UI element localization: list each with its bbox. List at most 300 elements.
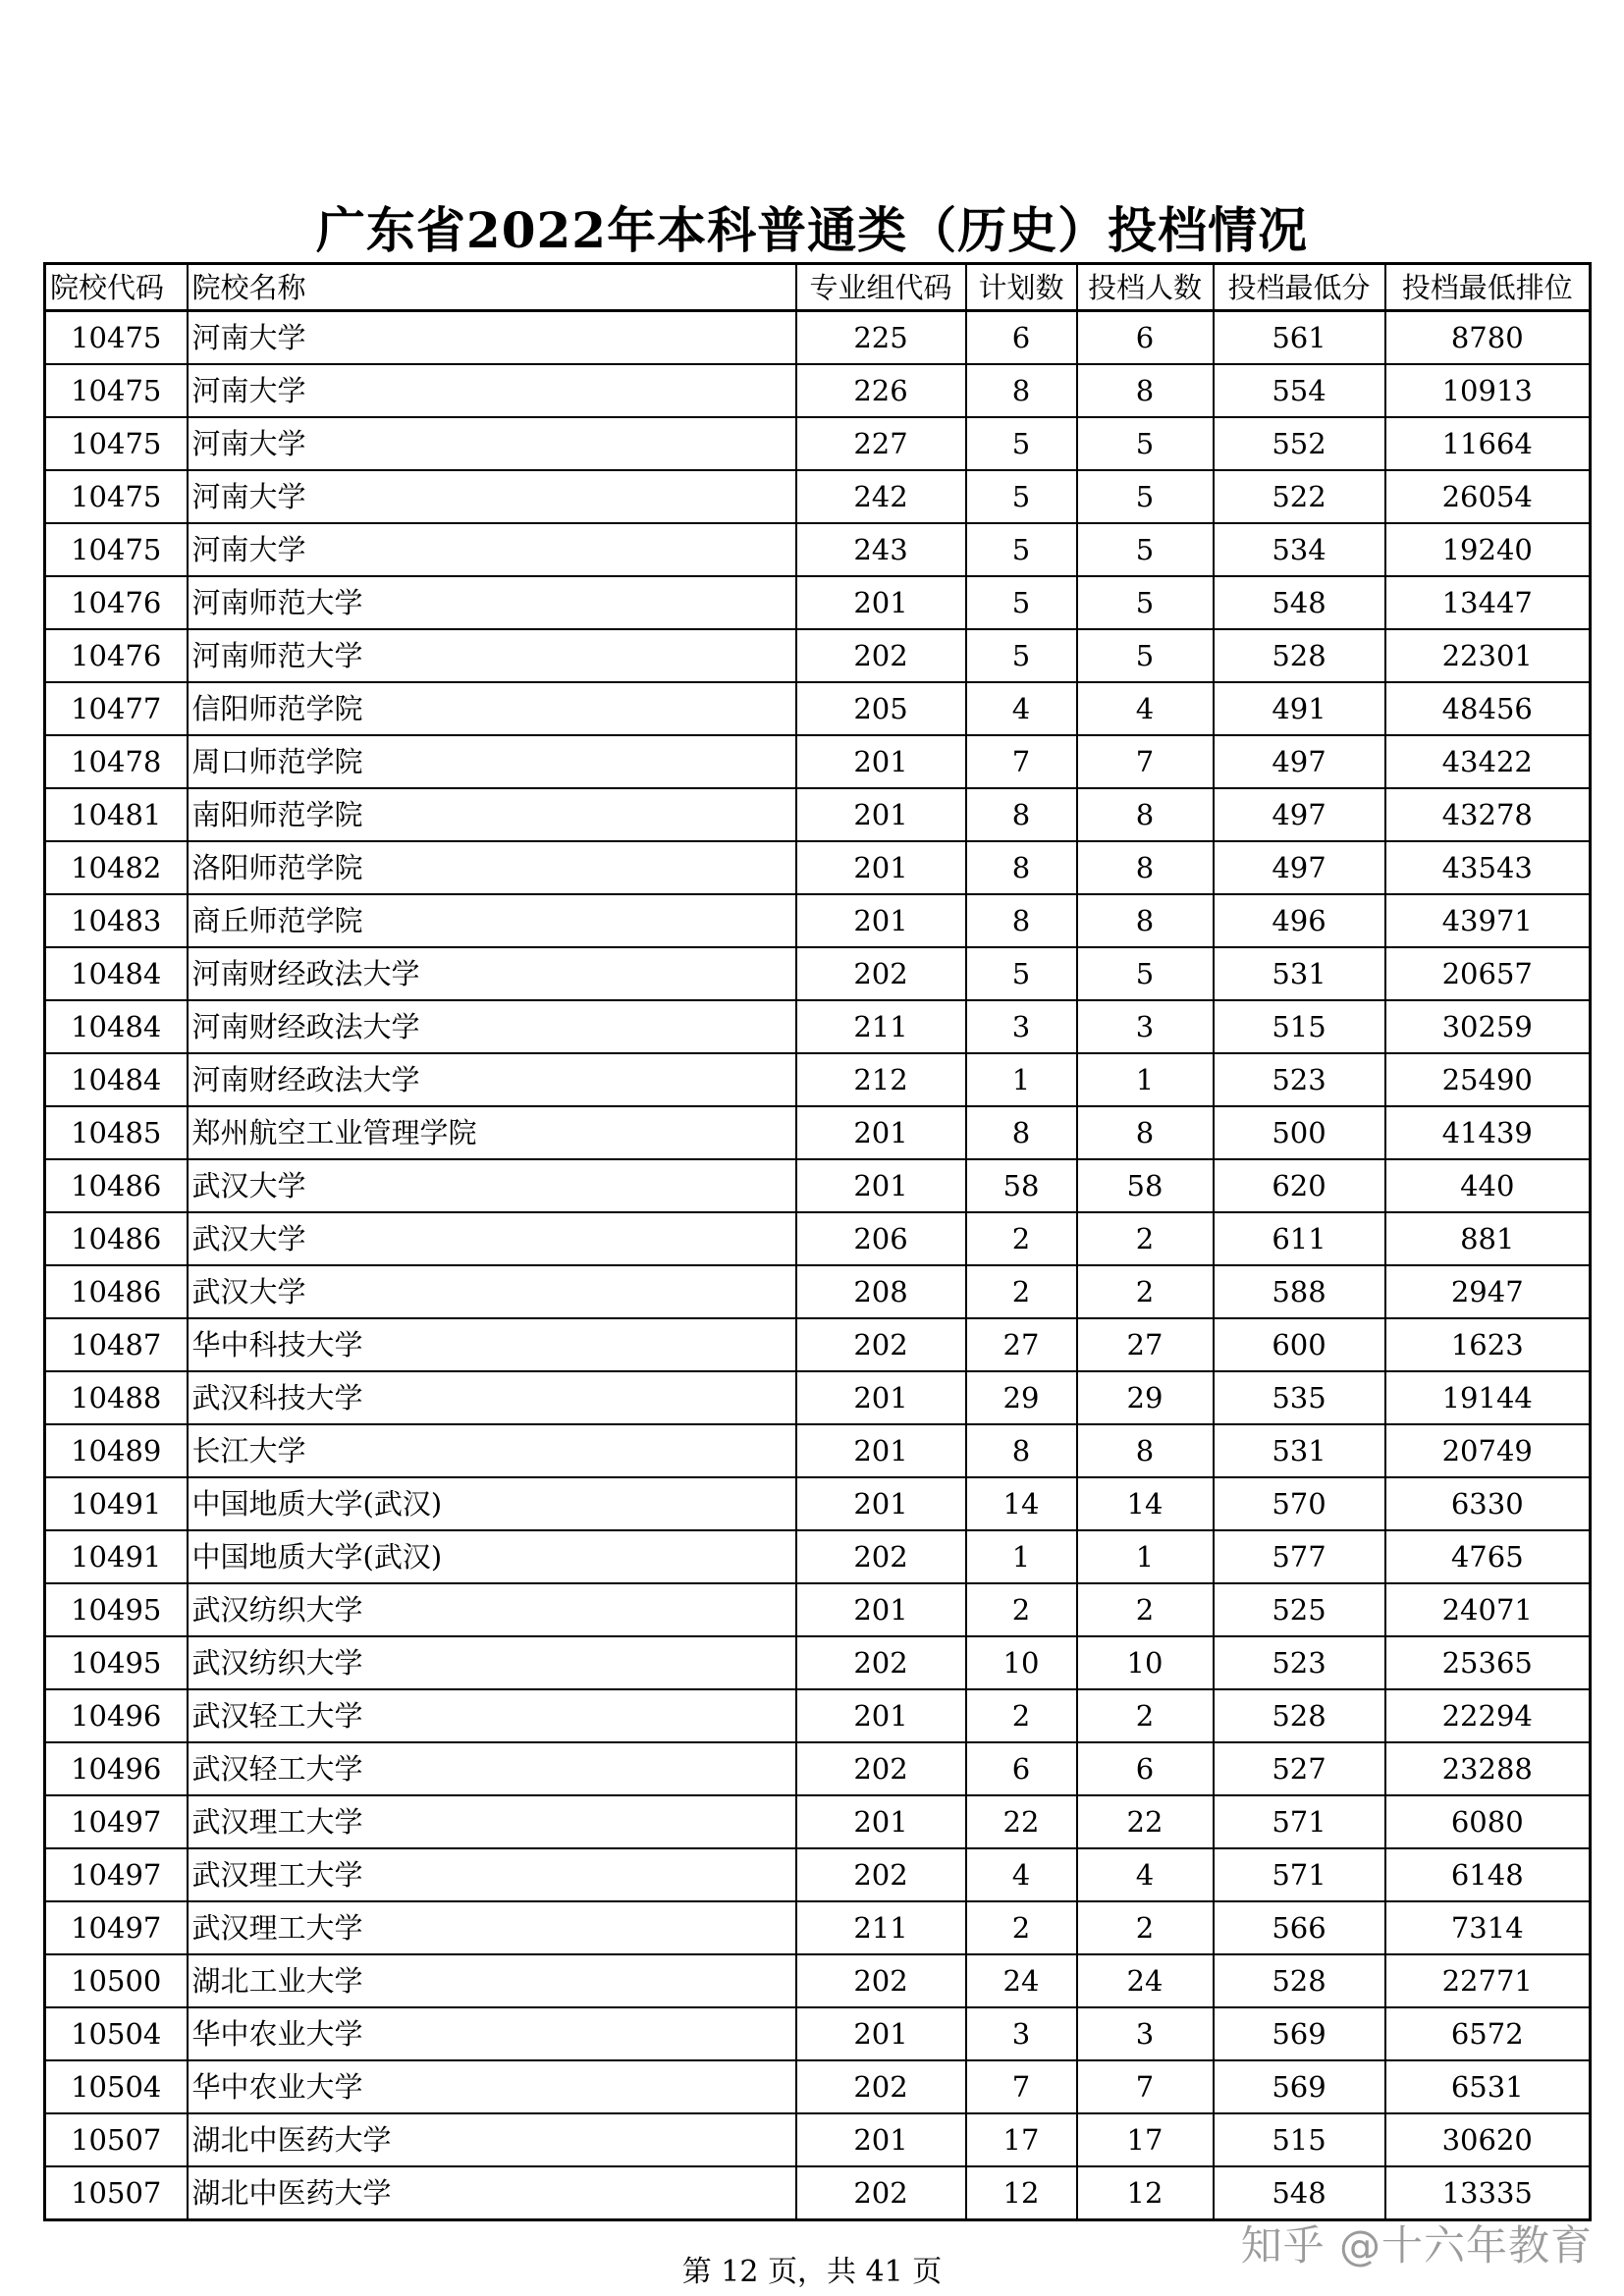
cell-min-score: 554 — [1214, 364, 1385, 417]
cell-plan-count: 8 — [966, 364, 1077, 417]
cell-min-rank: 48456 — [1385, 682, 1591, 735]
cell-min-rank: 23288 — [1385, 1742, 1591, 1795]
cell-group-code: 202 — [796, 2060, 966, 2113]
cell-school-code: 10496 — [45, 1689, 188, 1742]
cell-school-code: 10491 — [45, 1477, 188, 1530]
cell-school-name: 武汉理工大学 — [188, 1848, 796, 1901]
cell-admitted-count: 58 — [1077, 1159, 1214, 1212]
cell-min-score: 515 — [1214, 2113, 1385, 2166]
table-row — [45, 735, 1591, 788]
cell-school-code: 10486 — [45, 1265, 188, 1318]
cell-school-code: 10495 — [45, 1636, 188, 1689]
cell-admitted-count: 1 — [1077, 1053, 1214, 1106]
table-row — [45, 364, 1591, 417]
cell-min-score: 552 — [1214, 417, 1385, 470]
cell-school-name: 河南师范大学 — [188, 576, 796, 629]
cell-school-name: 河南大学 — [188, 417, 796, 470]
cell-school-code: 10475 — [45, 311, 188, 365]
cell-school-code: 10475 — [45, 364, 188, 417]
cell-min-rank: 41439 — [1385, 1106, 1591, 1159]
cell-min-score: 531 — [1214, 1424, 1385, 1477]
cell-admitted-count: 5 — [1077, 417, 1214, 470]
cell-admitted-count: 22 — [1077, 1795, 1214, 1848]
cell-group-code: 201 — [796, 2113, 966, 2166]
cell-group-code: 201 — [796, 1106, 966, 1159]
cell-min-rank: 43971 — [1385, 894, 1591, 947]
table-row — [45, 1053, 1591, 1106]
cell-group-code: 201 — [796, 2007, 966, 2060]
table-row — [45, 629, 1591, 682]
cell-plan-count: 6 — [966, 311, 1077, 365]
cell-plan-count: 3 — [966, 2007, 1077, 2060]
cell-plan-count: 1 — [966, 1053, 1077, 1106]
cell-school-code: 10478 — [45, 735, 188, 788]
cell-plan-count: 10 — [966, 1636, 1077, 1689]
cell-admitted-count: 6 — [1077, 311, 1214, 365]
cell-min-rank: 13447 — [1385, 576, 1591, 629]
cell-min-rank: 13335 — [1385, 2166, 1591, 2220]
cell-plan-count: 4 — [966, 682, 1077, 735]
cell-min-rank: 19240 — [1385, 523, 1591, 576]
table-row — [45, 894, 1591, 947]
cell-school-code: 10481 — [45, 788, 188, 841]
cell-min-score: 491 — [1214, 682, 1385, 735]
cell-school-code: 10475 — [45, 470, 188, 523]
header-school-code: 院校代码 — [45, 264, 188, 311]
cell-group-code: 201 — [796, 841, 966, 894]
cell-admitted-count: 2 — [1077, 1689, 1214, 1742]
cell-school-name: 武汉纺织大学 — [188, 1636, 796, 1689]
cell-min-rank: 26054 — [1385, 470, 1591, 523]
cell-min-score: 620 — [1214, 1159, 1385, 1212]
table-header-row — [45, 264, 1591, 311]
table-row — [45, 2007, 1591, 2060]
cell-school-code: 10497 — [45, 1848, 188, 1901]
header-admitted-count: 投档人数 — [1077, 264, 1214, 311]
cell-min-rank: 7314 — [1385, 1901, 1591, 1954]
cell-plan-count: 6 — [966, 1742, 1077, 1795]
cell-plan-count: 58 — [966, 1159, 1077, 1212]
cell-min-rank: 22301 — [1385, 629, 1591, 682]
cell-admitted-count: 4 — [1077, 1848, 1214, 1901]
header-plan-count: 计划数 — [966, 264, 1077, 311]
cell-plan-count: 1 — [966, 1530, 1077, 1583]
header-min-score: 投档最低分 — [1214, 264, 1385, 311]
cell-school-code: 10487 — [45, 1318, 188, 1371]
header-school-name: 院校名称 — [188, 264, 796, 311]
cell-school-code: 10491 — [45, 1530, 188, 1583]
table-row — [45, 1636, 1591, 1689]
cell-plan-count: 7 — [966, 735, 1077, 788]
cell-plan-count: 12 — [966, 2166, 1077, 2220]
cell-min-rank: 19144 — [1385, 1371, 1591, 1424]
cell-group-code: 202 — [796, 629, 966, 682]
cell-min-rank: 20749 — [1385, 1424, 1591, 1477]
cell-group-code: 201 — [796, 1371, 966, 1424]
cell-min-score: 600 — [1214, 1318, 1385, 1371]
cell-min-rank: 6148 — [1385, 1848, 1591, 1901]
cell-min-score: 588 — [1214, 1265, 1385, 1318]
cell-admitted-count: 2 — [1077, 1901, 1214, 1954]
cell-min-rank: 25490 — [1385, 1053, 1591, 1106]
cell-plan-count: 2 — [966, 1265, 1077, 1318]
cell-plan-count: 14 — [966, 1477, 1077, 1530]
cell-school-code: 10496 — [45, 1742, 188, 1795]
cell-group-code: 202 — [796, 1954, 966, 2007]
cell-school-name: 武汉纺织大学 — [188, 1583, 796, 1636]
table-row — [45, 1424, 1591, 1477]
cell-admitted-count: 8 — [1077, 364, 1214, 417]
table-row — [45, 841, 1591, 894]
cell-plan-count: 8 — [966, 1424, 1077, 1477]
cell-admitted-count: 3 — [1077, 2007, 1214, 2060]
cell-plan-count: 17 — [966, 2113, 1077, 2166]
cell-min-rank: 4765 — [1385, 1530, 1591, 1583]
cell-admitted-count: 7 — [1077, 2060, 1214, 2113]
cell-school-name: 武汉理工大学 — [188, 1901, 796, 1954]
cell-plan-count: 5 — [966, 470, 1077, 523]
cell-group-code: 201 — [796, 788, 966, 841]
cell-school-name: 商丘师范学院 — [188, 894, 796, 947]
cell-min-rank: 20657 — [1385, 947, 1591, 1000]
cell-admitted-count: 2 — [1077, 1265, 1214, 1318]
cell-school-code: 10484 — [45, 1053, 188, 1106]
cell-group-code: 202 — [796, 947, 966, 1000]
cell-min-rank: 881 — [1385, 1212, 1591, 1265]
cell-group-code: 202 — [796, 1530, 966, 1583]
cell-group-code: 202 — [796, 2166, 966, 2220]
cell-school-name: 武汉理工大学 — [188, 1795, 796, 1848]
cell-admitted-count: 14 — [1077, 1477, 1214, 1530]
cell-min-score: 528 — [1214, 1689, 1385, 1742]
cell-school-name: 长江大学 — [188, 1424, 796, 1477]
cell-admitted-count: 8 — [1077, 841, 1214, 894]
cell-min-score: 548 — [1214, 2166, 1385, 2220]
table-row — [45, 1583, 1591, 1636]
cell-plan-count: 2 — [966, 1901, 1077, 1954]
cell-min-score: 569 — [1214, 2007, 1385, 2060]
table-row — [45, 311, 1591, 365]
cell-group-code: 201 — [796, 1477, 966, 1530]
cell-school-name: 武汉科技大学 — [188, 1371, 796, 1424]
cell-min-score: 527 — [1214, 1742, 1385, 1795]
table-row — [45, 417, 1591, 470]
cell-min-score: 515 — [1214, 1000, 1385, 1053]
cell-min-rank: 25365 — [1385, 1636, 1591, 1689]
cell-school-code: 10484 — [45, 1000, 188, 1053]
cell-admitted-count: 17 — [1077, 2113, 1214, 2166]
cell-school-name: 华中农业大学 — [188, 2007, 796, 2060]
cell-group-code: 201 — [796, 1583, 966, 1636]
cell-plan-count: 5 — [966, 947, 1077, 1000]
cell-school-name: 河南大学 — [188, 470, 796, 523]
cell-group-code: 206 — [796, 1212, 966, 1265]
cell-admitted-count: 8 — [1077, 788, 1214, 841]
cell-min-score: 571 — [1214, 1795, 1385, 1848]
cell-min-score: 497 — [1214, 841, 1385, 894]
table-row — [45, 1212, 1591, 1265]
cell-school-code: 10482 — [45, 841, 188, 894]
cell-min-score: 528 — [1214, 629, 1385, 682]
table-row — [45, 470, 1591, 523]
cell-min-score: 523 — [1214, 1053, 1385, 1106]
cell-plan-count: 4 — [966, 1848, 1077, 1901]
cell-plan-count: 29 — [966, 1371, 1077, 1424]
cell-admitted-count: 8 — [1077, 1106, 1214, 1159]
cell-group-code: 202 — [796, 1848, 966, 1901]
cell-school-code: 10475 — [45, 417, 188, 470]
cell-school-name: 河南大学 — [188, 523, 796, 576]
cell-school-code: 10497 — [45, 1901, 188, 1954]
cell-min-score: 497 — [1214, 788, 1385, 841]
cell-plan-count: 3 — [966, 1000, 1077, 1053]
cell-school-code: 10476 — [45, 576, 188, 629]
cell-admitted-count: 5 — [1077, 470, 1214, 523]
cell-school-name: 河南大学 — [188, 364, 796, 417]
cell-min-score: 566 — [1214, 1901, 1385, 1954]
table-row — [45, 1159, 1591, 1212]
cell-school-name: 河南财经政法大学 — [188, 1000, 796, 1053]
cell-school-name: 信阳师范学院 — [188, 682, 796, 735]
cell-school-code: 10507 — [45, 2113, 188, 2166]
cell-group-code: 205 — [796, 682, 966, 735]
cell-school-code: 10483 — [45, 894, 188, 947]
cell-plan-count: 8 — [966, 841, 1077, 894]
cell-min-score: 548 — [1214, 576, 1385, 629]
table-row — [45, 523, 1591, 576]
cell-school-name: 华中科技大学 — [188, 1318, 796, 1371]
cell-school-code: 10486 — [45, 1212, 188, 1265]
page-footer: 第 12 页，共 41 页 — [681, 2255, 943, 2289]
cell-min-rank: 10913 — [1385, 364, 1591, 417]
cell-school-code: 10507 — [45, 2166, 188, 2220]
cell-min-rank: 8780 — [1385, 311, 1591, 365]
table-row — [45, 1371, 1591, 1424]
cell-school-name: 中国地质大学(武汉) — [188, 1530, 796, 1583]
cell-school-name: 郑州航空工业管理学院 — [188, 1106, 796, 1159]
cell-school-code: 10497 — [45, 1795, 188, 1848]
cell-group-code: 227 — [796, 417, 966, 470]
table-row — [45, 1265, 1591, 1318]
cell-group-code: 212 — [796, 1053, 966, 1106]
table-row — [45, 1318, 1591, 1371]
cell-school-name: 湖北中医药大学 — [188, 2166, 796, 2220]
cell-min-rank: 6572 — [1385, 2007, 1591, 2060]
cell-min-score: 611 — [1214, 1212, 1385, 1265]
cell-plan-count: 8 — [966, 1106, 1077, 1159]
admission-table — [43, 262, 1592, 2221]
cell-min-score: 531 — [1214, 947, 1385, 1000]
cell-school-name: 武汉轻工大学 — [188, 1689, 796, 1742]
cell-min-score: 525 — [1214, 1583, 1385, 1636]
cell-admitted-count: 3 — [1077, 1000, 1214, 1053]
cell-admitted-count: 7 — [1077, 735, 1214, 788]
cell-min-rank: 6531 — [1385, 2060, 1591, 2113]
cell-plan-count: 2 — [966, 1689, 1077, 1742]
table-row — [45, 2113, 1591, 2166]
cell-min-score: 496 — [1214, 894, 1385, 947]
cell-min-rank: 22771 — [1385, 1954, 1591, 2007]
cell-min-rank: 1623 — [1385, 1318, 1591, 1371]
cell-group-code: 201 — [796, 1795, 966, 1848]
cell-school-name: 周口师范学院 — [188, 735, 796, 788]
table-row — [45, 682, 1591, 735]
cell-min-score: 577 — [1214, 1530, 1385, 1583]
cell-group-code: 201 — [796, 1159, 966, 1212]
cell-school-name: 南阳师范学院 — [188, 788, 796, 841]
table-row — [45, 1689, 1591, 1742]
cell-admitted-count: 5 — [1077, 947, 1214, 1000]
table-row — [45, 947, 1591, 1000]
cell-admitted-count: 24 — [1077, 1954, 1214, 2007]
cell-min-score: 570 — [1214, 1477, 1385, 1530]
cell-admitted-count: 2 — [1077, 1583, 1214, 1636]
cell-group-code: 208 — [796, 1265, 966, 1318]
cell-min-score: 534 — [1214, 523, 1385, 576]
table-row — [45, 788, 1591, 841]
table-row — [45, 576, 1591, 629]
cell-school-name: 武汉大学 — [188, 1212, 796, 1265]
cell-admitted-count: 6 — [1077, 1742, 1214, 1795]
cell-admitted-count: 4 — [1077, 682, 1214, 735]
cell-school-code: 10484 — [45, 947, 188, 1000]
cell-min-score: 569 — [1214, 2060, 1385, 2113]
cell-school-name: 中国地质大学(武汉) — [188, 1477, 796, 1530]
cell-group-code: 201 — [796, 894, 966, 947]
table-row — [45, 1901, 1591, 1954]
cell-admitted-count: 2 — [1077, 1212, 1214, 1265]
cell-school-code: 10504 — [45, 2007, 188, 2060]
cell-min-score: 528 — [1214, 1954, 1385, 2007]
cell-school-code: 10485 — [45, 1106, 188, 1159]
cell-min-rank: 440 — [1385, 1159, 1591, 1212]
cell-min-rank: 43422 — [1385, 735, 1591, 788]
cell-school-code: 10476 — [45, 629, 188, 682]
cell-admitted-count: 8 — [1077, 1424, 1214, 1477]
cell-plan-count: 5 — [966, 417, 1077, 470]
cell-plan-count: 8 — [966, 788, 1077, 841]
cell-group-code: 202 — [796, 1742, 966, 1795]
cell-school-name: 华中农业大学 — [188, 2060, 796, 2113]
table-row — [45, 1848, 1591, 1901]
cell-group-code: 201 — [796, 1424, 966, 1477]
cell-plan-count: 22 — [966, 1795, 1077, 1848]
cell-min-score: 522 — [1214, 470, 1385, 523]
cell-min-rank: 30620 — [1385, 2113, 1591, 2166]
cell-admitted-count: 1 — [1077, 1530, 1214, 1583]
cell-plan-count: 8 — [966, 894, 1077, 947]
cell-min-rank: 30259 — [1385, 1000, 1591, 1053]
cell-min-score: 535 — [1214, 1371, 1385, 1424]
table-row — [45, 1795, 1591, 1848]
cell-admitted-count: 12 — [1077, 2166, 1214, 2220]
cell-plan-count: 2 — [966, 1583, 1077, 1636]
table-row — [45, 1000, 1591, 1053]
cell-group-code: 243 — [796, 523, 966, 576]
cell-admitted-count: 5 — [1077, 629, 1214, 682]
cell-group-code: 211 — [796, 1901, 966, 1954]
cell-group-code: 225 — [796, 311, 966, 365]
cell-min-rank: 6330 — [1385, 1477, 1591, 1530]
cell-group-code: 201 — [796, 735, 966, 788]
cell-admitted-count: 27 — [1077, 1318, 1214, 1371]
cell-group-code: 201 — [796, 1689, 966, 1742]
cell-group-code: 202 — [796, 1318, 966, 1371]
cell-plan-count: 5 — [966, 629, 1077, 682]
cell-group-code: 226 — [796, 364, 966, 417]
cell-admitted-count: 5 — [1077, 576, 1214, 629]
cell-plan-count: 2 — [966, 1212, 1077, 1265]
table-row — [45, 1742, 1591, 1795]
cell-school-code: 10475 — [45, 523, 188, 576]
watermark: 知乎 @十六年教育 — [1240, 2221, 1593, 2269]
cell-min-score: 500 — [1214, 1106, 1385, 1159]
cell-min-score: 561 — [1214, 311, 1385, 365]
cell-school-name: 武汉大学 — [188, 1159, 796, 1212]
cell-min-rank: 11664 — [1385, 417, 1591, 470]
cell-school-name: 湖北工业大学 — [188, 1954, 796, 2007]
cell-min-rank: 22294 — [1385, 1689, 1591, 1742]
cell-min-score: 571 — [1214, 1848, 1385, 1901]
cell-plan-count: 27 — [966, 1318, 1077, 1371]
cell-plan-count: 5 — [966, 576, 1077, 629]
cell-school-name: 河南财经政法大学 — [188, 1053, 796, 1106]
cell-school-name: 武汉大学 — [188, 1265, 796, 1318]
cell-school-code: 10495 — [45, 1583, 188, 1636]
cell-school-code: 10488 — [45, 1371, 188, 1424]
cell-min-rank: 24071 — [1385, 1583, 1591, 1636]
cell-group-code: 242 — [796, 470, 966, 523]
cell-min-rank: 43543 — [1385, 841, 1591, 894]
cell-admitted-count: 5 — [1077, 523, 1214, 576]
cell-min-rank: 43278 — [1385, 788, 1591, 841]
cell-group-code: 211 — [796, 1000, 966, 1053]
cell-admitted-count: 29 — [1077, 1371, 1214, 1424]
cell-min-rank: 2947 — [1385, 1265, 1591, 1318]
cell-school-name: 河南师范大学 — [188, 629, 796, 682]
table-row — [45, 2166, 1591, 2220]
page-title: 广东省2022年本科普通类（历史）投档情况 — [315, 201, 1309, 259]
cell-admitted-count: 8 — [1077, 894, 1214, 947]
table-row — [45, 2060, 1591, 2113]
cell-group-code: 201 — [796, 576, 966, 629]
cell-school-name: 河南大学 — [188, 311, 796, 365]
cell-school-code: 10489 — [45, 1424, 188, 1477]
cell-school-name: 河南财经政法大学 — [188, 947, 796, 1000]
header-group-code: 专业组代码 — [796, 264, 966, 311]
cell-school-code: 10486 — [45, 1159, 188, 1212]
table-row — [45, 1106, 1591, 1159]
cell-admitted-count: 10 — [1077, 1636, 1214, 1689]
cell-plan-count: 24 — [966, 1954, 1077, 2007]
cell-school-name: 洛阳师范学院 — [188, 841, 796, 894]
table-row — [45, 1954, 1591, 2007]
table-body — [45, 311, 1591, 2220]
cell-plan-count: 7 — [966, 2060, 1077, 2113]
cell-min-score: 523 — [1214, 1636, 1385, 1689]
cell-school-code: 10504 — [45, 2060, 188, 2113]
header-min-rank: 投档最低排位 — [1385, 264, 1591, 311]
cell-min-rank: 6080 — [1385, 1795, 1591, 1848]
table-row — [45, 1530, 1591, 1583]
cell-school-name: 武汉轻工大学 — [188, 1742, 796, 1795]
cell-school-code: 10477 — [45, 682, 188, 735]
cell-group-code: 202 — [796, 1636, 966, 1689]
table-row — [45, 1477, 1591, 1530]
cell-plan-count: 5 — [966, 523, 1077, 576]
cell-school-code: 10500 — [45, 1954, 188, 2007]
cell-min-score: 497 — [1214, 735, 1385, 788]
